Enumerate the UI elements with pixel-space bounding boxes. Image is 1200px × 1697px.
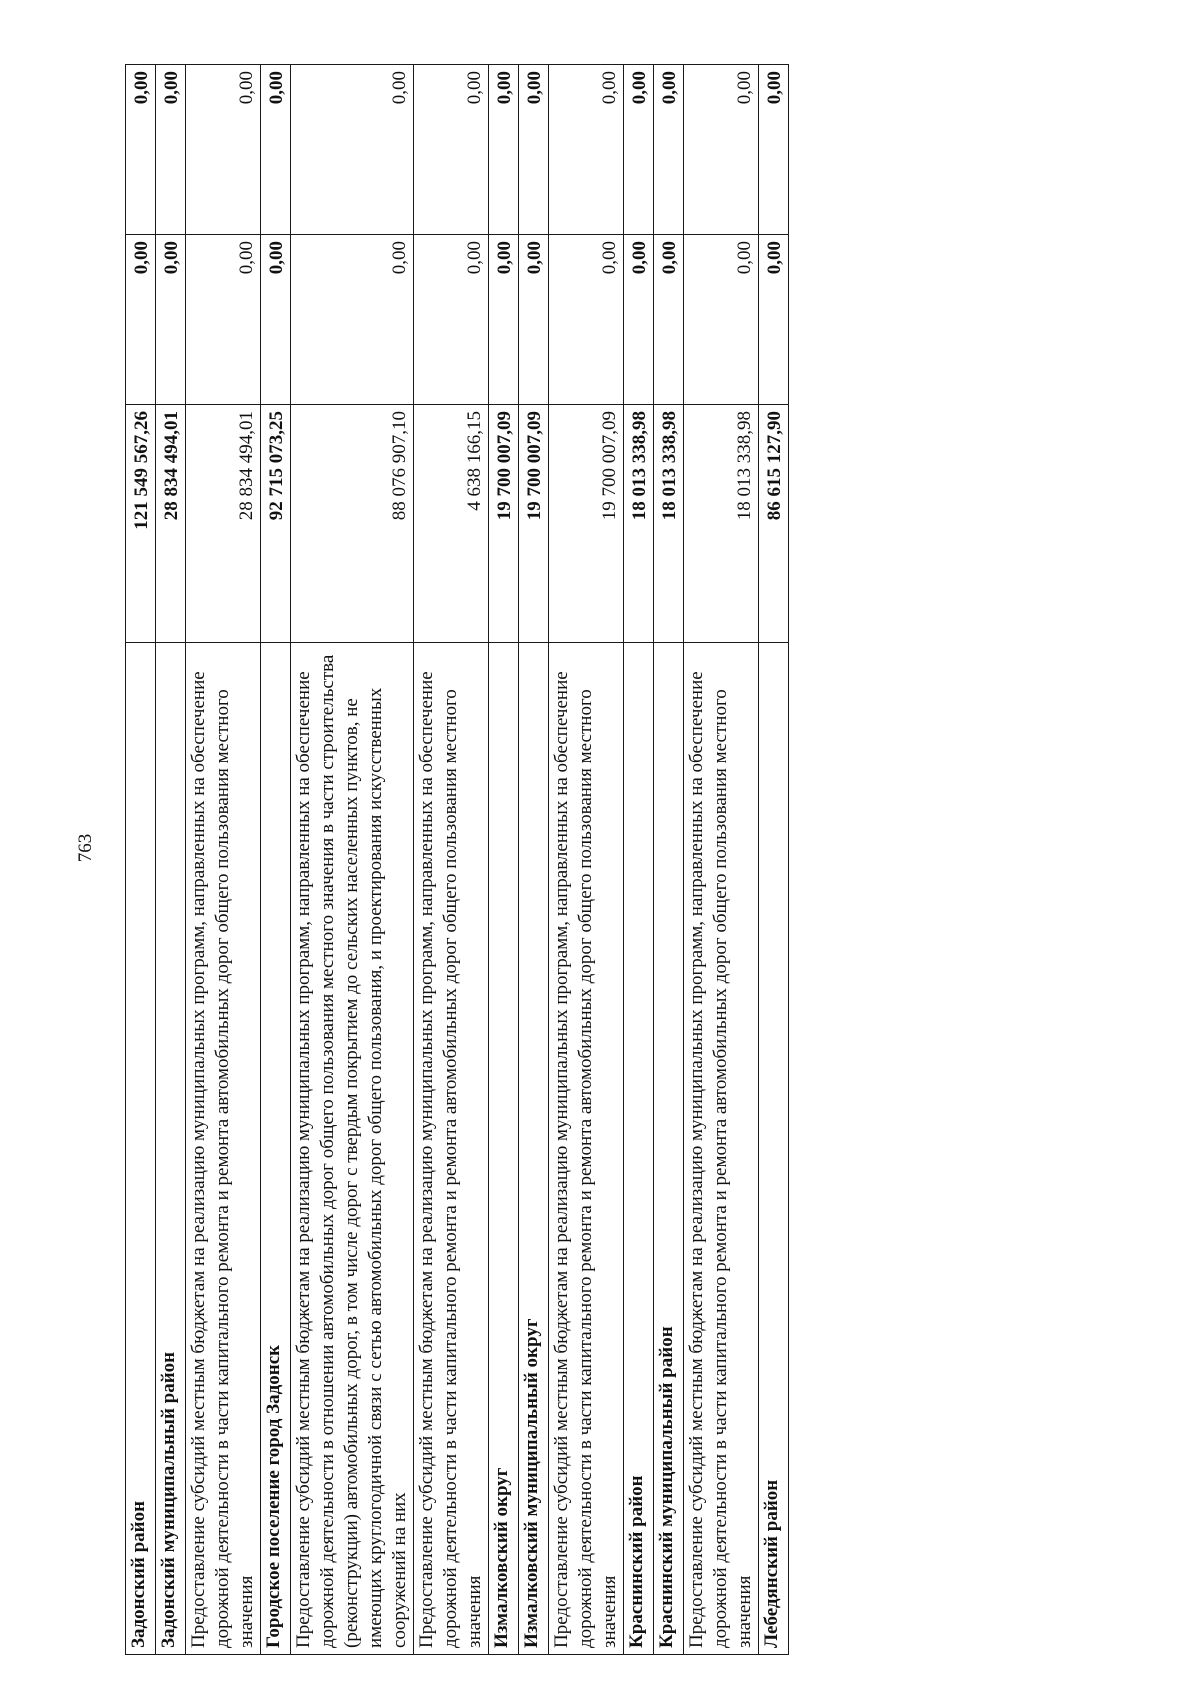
row-amount-3: 0,00 [261, 65, 291, 235]
row-amount-3: 0,00 [624, 65, 654, 235]
row-amount-3: 0,00 [549, 65, 624, 235]
row-amount-3: 0,00 [156, 65, 186, 235]
row-name: Предоставление субсидий местным бюджетам на реализацию муниципальных программ, направленных на обеспечение дорожной деятельности в части капитального ремонта и ремонта автомобильных дорог общего пользования местного значения [414, 643, 489, 1655]
row-amount-2: 0,00 [126, 235, 156, 405]
page-number: 763 [75, 833, 96, 863]
row-amount-2: 0,00 [759, 235, 789, 405]
row-amount-3: 0,00 [519, 65, 549, 235]
row-amount-2: 0,00 [684, 235, 759, 405]
row-name: Задонский муниципальный район [156, 643, 186, 1655]
row-amount-3: 0,00 [759, 65, 789, 235]
row-amount-2: 0,00 [489, 235, 519, 405]
row-amount: 18 013 338,98 [624, 405, 654, 643]
row-amount-2: 0,00 [624, 235, 654, 405]
table-row-subsidy [684, 65, 759, 1655]
row-amount-2: 0,00 [156, 235, 186, 405]
row-amount-3: 0,00 [291, 65, 414, 235]
row-name: Краснинский муниципальный район [654, 643, 684, 1655]
budget-table-rotated [125, 65, 1090, 1655]
row-name: Городское поселение город Задонск [261, 643, 291, 1655]
table-row-subsidy [291, 65, 414, 1655]
table-row-subsidy [549, 65, 624, 1655]
table-row-district [489, 65, 519, 1655]
budget-table [125, 64, 789, 1655]
table-row-district [126, 65, 156, 1655]
row-name: Лебедянский район [759, 643, 789, 1655]
row-amount-2: 0,00 [549, 235, 624, 405]
row-amount: 19 700 007,09 [549, 405, 624, 643]
row-name: Задонский район [126, 643, 156, 1655]
row-amount-2: 0,00 [291, 235, 414, 405]
row-name: Предоставление субсидий местным бюджетам на реализацию муниципальных программ, направленных на обеспечение дорожной деятельности в отношении автомобильных дорог общего пользования местного значения в части строительства (реконструкции) автомобильных дорог, в том числе дорог с твердым покрытием до сельских населенных пунктов, не имеющих круглогодичной связи с сетью автомобильных дорог общего пользования, и проектирования искусственных сооружений на них [291, 643, 414, 1655]
row-amount: 19 700 007,09 [489, 405, 519, 643]
table-row-municipality [261, 65, 291, 1655]
row-amount-3: 0,00 [684, 65, 759, 235]
table-row-municipality [156, 65, 186, 1655]
row-name: Предоставление субсидий местным бюджетам на реализацию муниципальных программ, направленных на обеспечение дорожной деятельности в части капитального ремонта и ремонта автомобильных дорог общего пользования местного значения [186, 643, 261, 1655]
table-row-municipality [519, 65, 549, 1655]
row-amount: 18 013 338,98 [654, 405, 684, 643]
row-name: Измалковский муниципальный округ [519, 643, 549, 1655]
row-name: Краснинский район [624, 643, 654, 1655]
row-amount: 92 715 073,25 [261, 405, 291, 643]
row-name: Предоставление субсидий местным бюджетам на реализацию муниципальных программ, направленных на обеспечение дорожной деятельности в части капитального ремонта и ремонта автомобильных дорог общего пользования местного значения [549, 643, 624, 1655]
row-amount-2: 0,00 [261, 235, 291, 405]
row-amount-3: 0,00 [654, 65, 684, 235]
row-amount-2: 0,00 [519, 235, 549, 405]
row-amount: 86 615 127,90 [759, 405, 789, 643]
table-row-municipality [654, 65, 684, 1655]
row-amount: 19 700 007,09 [519, 405, 549, 643]
table-row-district [759, 65, 789, 1655]
row-amount: 4 638 166,15 [414, 405, 489, 643]
row-amount: 88 076 907,10 [291, 405, 414, 643]
row-amount: 18 013 338,98 [684, 405, 759, 643]
row-amount-3: 0,00 [414, 65, 489, 235]
row-amount: 121 549 567,26 [126, 405, 156, 643]
row-amount: 28 834 494,01 [186, 405, 261, 643]
row-amount-3: 0,00 [126, 65, 156, 235]
table-row-district [624, 65, 654, 1655]
row-amount-3: 0,00 [186, 65, 261, 235]
row-name: Измалковский округ [489, 643, 519, 1655]
table-row-subsidy [414, 65, 489, 1655]
row-amount-2: 0,00 [414, 235, 489, 405]
row-name: Предоставление субсидий местным бюджетам на реализацию муниципальных программ, направленных на обеспечение дорожной деятельности в части капитального ремонта и ремонта автомобильных дорог общего пользования местного значения [684, 643, 759, 1655]
row-amount: 28 834 494,01 [156, 405, 186, 643]
row-amount-2: 0,00 [186, 235, 261, 405]
row-amount-3: 0,00 [489, 65, 519, 235]
row-amount-2: 0,00 [654, 235, 684, 405]
table-row-subsidy [186, 65, 261, 1655]
